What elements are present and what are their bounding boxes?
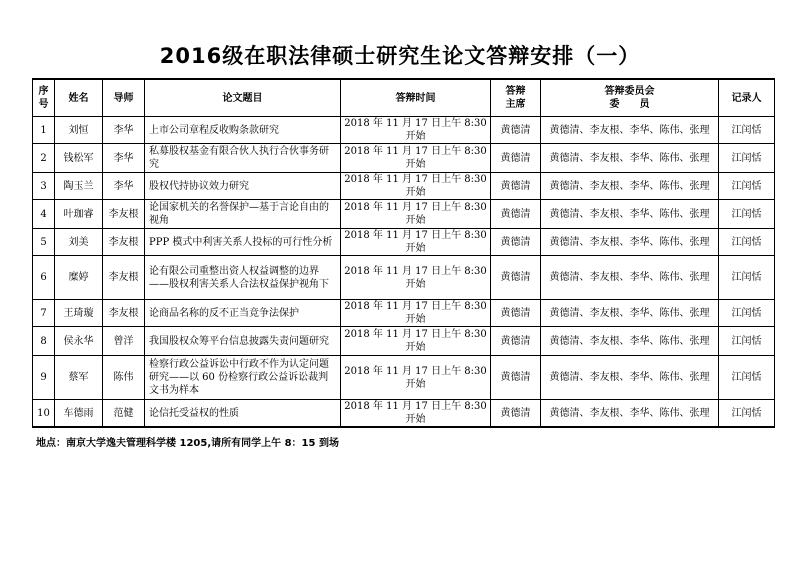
- cell-committee: 黄德清、李友根、李华、陈伟、张理: [541, 256, 719, 300]
- cell-name: 叶珈睿: [55, 200, 103, 229]
- cell-committee: 黄德清、李友根、李华、陈伟、张理: [541, 400, 719, 428]
- cell-name: 陶玉兰: [55, 173, 103, 200]
- header-seq: 序号: [33, 79, 55, 117]
- cell-topic: 股权代持协议效力研究: [145, 173, 341, 200]
- cell-advisor: 李华: [103, 117, 145, 144]
- cell-topic: PPP 模式中利害关系人投标的可行性分析: [145, 229, 341, 256]
- table-row: [33, 117, 775, 144]
- cell-committee: 黄德清、李友根、李华、陈伟、张理: [541, 200, 719, 229]
- cell-advisor: 范健: [103, 400, 145, 428]
- cell-chair: 黄德清: [491, 327, 541, 356]
- cell-recorder: 江闰恬: [719, 327, 775, 356]
- cell-seq: 5: [33, 229, 55, 256]
- table-row: [33, 229, 775, 256]
- cell-chair: 黄德清: [491, 144, 541, 173]
- cell-advisor: 陈伟: [103, 356, 145, 400]
- header-committee: 答辩委员会 委 员: [541, 79, 719, 117]
- cell-name: 车德雨: [55, 400, 103, 428]
- cell-time: 2018 年 11 月 17 日上午 8:30 开始: [341, 173, 491, 200]
- cell-time: 2018 年 11 月 17 日上午 8:30 开始: [341, 144, 491, 173]
- page-title: 2016级在职法律硕士研究生论文答辩安排（一）: [159, 44, 641, 68]
- cell-name: 王琦璇: [55, 300, 103, 327]
- cell-seq: 8: [33, 327, 55, 356]
- table-row: [33, 300, 775, 327]
- cell-time: 2018 年 11 月 17 日上午 8:30 开始: [341, 327, 491, 356]
- cell-recorder: 江闰恬: [719, 200, 775, 229]
- cell-time: 2018 年 11 月 17 日上午 8:30 开始: [341, 117, 491, 144]
- cell-recorder: 江闰恬: [719, 356, 775, 400]
- cell-chair: 黄德清: [491, 400, 541, 428]
- cell-chair: 黄德清: [491, 356, 541, 400]
- cell-time: 2018 年 11 月 17 日上午 8:30 开始: [341, 256, 491, 300]
- cell-topic: 论国家机关的名誉保护—基于言论自由的视角: [145, 200, 341, 229]
- cell-name: 侯永华: [55, 327, 103, 356]
- cell-seq: 1: [33, 117, 55, 144]
- cell-recorder: 江闰恬: [719, 300, 775, 327]
- defense-schedule-table: [32, 78, 775, 428]
- cell-advisor: 李友根: [103, 256, 145, 300]
- cell-committee: 黄德清、李友根、李华、陈伟、张理: [541, 300, 719, 327]
- cell-advisor: 李友根: [103, 229, 145, 256]
- cell-topic: 论信托受益权的性质: [145, 400, 341, 428]
- header-chair: 答辩主席: [491, 79, 541, 117]
- cell-name: 钱松军: [55, 144, 103, 173]
- cell-time: 2018 年 11 月 17 日上午 8:30 开始: [341, 356, 491, 400]
- table-row: [33, 356, 775, 400]
- header-row: [33, 79, 775, 117]
- cell-committee: 黄德清、李友根、李华、陈伟、张理: [541, 327, 719, 356]
- cell-advisor: 李华: [103, 144, 145, 173]
- cell-seq: 2: [33, 144, 55, 173]
- cell-seq: 4: [33, 200, 55, 229]
- table-row: [33, 327, 775, 356]
- cell-topic: 上市公司章程反收购条款研究: [145, 117, 341, 144]
- cell-committee: 黄德清、李友根、李华、陈伟、张理: [541, 144, 719, 173]
- header-name: 姓名: [55, 79, 103, 117]
- cell-seq: 3: [33, 173, 55, 200]
- cell-committee: 黄德清、李友根、李华、陈伟、张理: [541, 229, 719, 256]
- cell-recorder: 江闰恬: [719, 144, 775, 173]
- cell-topic: 论有限公司重整出资人权益调整的边界——股权利害关系人合法权益保护视角下: [145, 256, 341, 300]
- table-row: [33, 200, 775, 229]
- cell-recorder: 江闰恬: [719, 400, 775, 428]
- cell-topic: 检察行政公益诉讼中行政不作为认定问题研究——以 60 份检察行政公益诉讼裁判文书为样本: [145, 356, 341, 400]
- cell-chair: 黄德清: [491, 117, 541, 144]
- table-row: [33, 144, 775, 173]
- cell-seq: 9: [33, 356, 55, 400]
- header-time: 答辩时间: [341, 79, 491, 117]
- cell-chair: 黄德清: [491, 173, 541, 200]
- cell-recorder: 江闰恬: [719, 256, 775, 300]
- table-row: [33, 400, 775, 428]
- header-advisor: 导师: [103, 79, 145, 117]
- cell-name: 糜婷: [55, 256, 103, 300]
- cell-seq: 10: [33, 400, 55, 428]
- cell-time: 2018 年 11 月 17 日上午 8:30 开始: [341, 229, 491, 256]
- header-recorder: 记录人: [719, 79, 775, 117]
- location-note: 地点：南京大学逸夫管理科学楼 1205,请所有同学上午 8：15 到场: [36, 438, 339, 449]
- cell-topic: 我国股权众筹平台信息披露失责问题研究: [145, 327, 341, 356]
- cell-name: 蔡军: [55, 356, 103, 400]
- cell-advisor: 李友根: [103, 300, 145, 327]
- cell-seq: 7: [33, 300, 55, 327]
- cell-advisor: 李华: [103, 173, 145, 200]
- cell-recorder: 江闰恬: [719, 173, 775, 200]
- table-row: [33, 173, 775, 200]
- header-topic: 论文题目: [145, 79, 341, 117]
- table-row: [33, 256, 775, 300]
- cell-committee: 黄德清、李友根、李华、陈伟、张理: [541, 173, 719, 200]
- cell-advisor: 李友根: [103, 200, 145, 229]
- cell-chair: 黄德清: [491, 256, 541, 300]
- cell-recorder: 江闰恬: [719, 117, 775, 144]
- cell-time: 2018 年 11 月 17 日上午 8:30 开始: [341, 200, 491, 229]
- cell-topic: 私募股权基金有限合伙人执行合伙事务研究: [145, 144, 341, 173]
- cell-advisor: 曾洋: [103, 327, 145, 356]
- cell-name: 刘美: [55, 229, 103, 256]
- cell-committee: 黄德清、李友根、李华、陈伟、张理: [541, 117, 719, 144]
- cell-recorder: 江闰恬: [719, 229, 775, 256]
- cell-committee: 黄德清、李友根、李华、陈伟、张理: [541, 356, 719, 400]
- cell-name: 刘恒: [55, 117, 103, 144]
- cell-time: 2018 年 11 月 17 日上午 8:30 开始: [341, 400, 491, 428]
- cell-topic: 论商品名称的反不正当竞争法保护: [145, 300, 341, 327]
- cell-chair: 黄德清: [491, 300, 541, 327]
- cell-chair: 黄德清: [491, 200, 541, 229]
- cell-chair: 黄德清: [491, 229, 541, 256]
- cell-time: 2018 年 11 月 17 日上午 8:30 开始: [341, 300, 491, 327]
- cell-seq: 6: [33, 256, 55, 300]
